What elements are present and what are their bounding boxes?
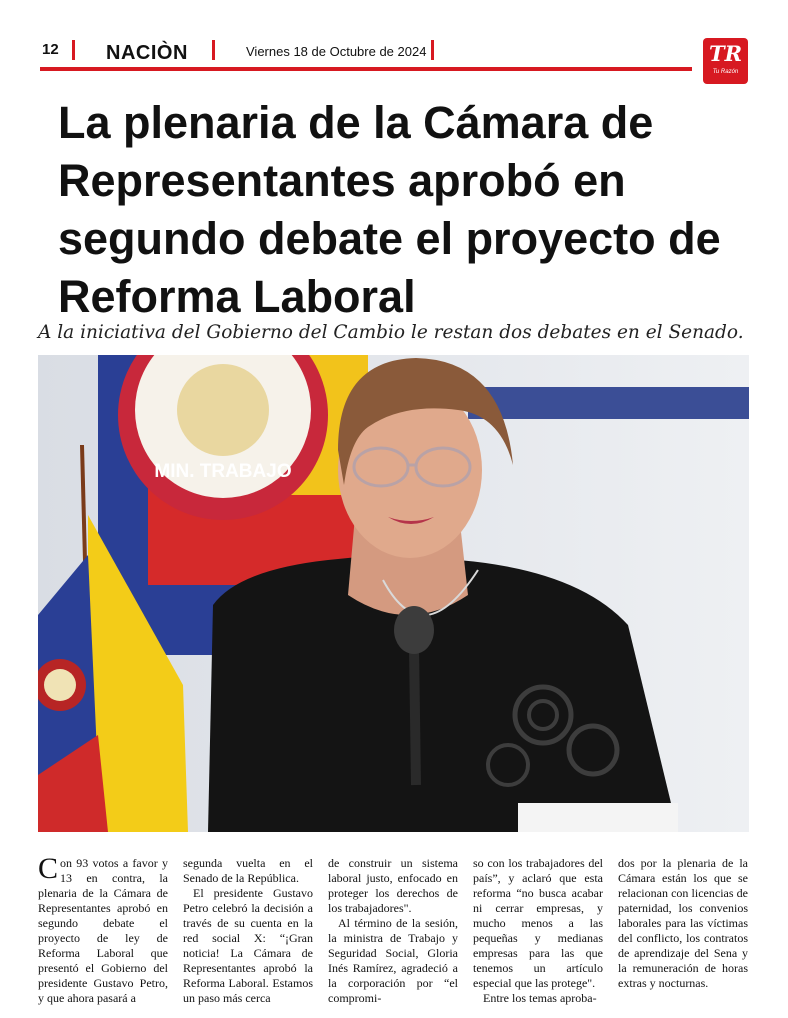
article-title: La plenaria de la Cámara de Representantes aprobó en segundo debate el proyecto de Reforma Laboral xyxy=(58,97,721,322)
header-divider xyxy=(212,40,215,60)
page-number: 12 xyxy=(42,41,59,58)
body-paragraph: Al término de la sesión, la ministra de Trabajo y Seguridad Social, Gloria Inés Ramírez, agradeció a la corporación por “el compromi- xyxy=(328,916,458,1005)
header-divider xyxy=(431,40,434,60)
header-rule xyxy=(40,67,692,71)
body-paragraph: El presidente Gustavo Petro celebró la decisión a través de su cuenta en la red social X: “¡Gran noticia! La Cámara de Representantes aprobó la Reforma Laboral. Estamos un paso más cerca xyxy=(183,886,313,1005)
issue-date: Viernes 18 de Octubre de 2024 xyxy=(246,44,427,59)
body-column-1 xyxy=(38,852,168,1006)
section-label: NACIÒN xyxy=(106,42,188,64)
header-divider xyxy=(72,40,75,60)
logo-mark: TR xyxy=(708,41,743,66)
body-paragraph: segunda vuelta en el Senado de la República. xyxy=(183,856,313,885)
article-photo xyxy=(38,355,749,832)
body-paragraph: de construir un sistema laboral justo, enfocado en proteger los derechos de los trabajadores". xyxy=(328,856,458,915)
body-column-4 xyxy=(473,856,603,1006)
drop-cap: C xyxy=(38,852,59,885)
body-column-3 xyxy=(328,856,458,1006)
body-column-5 xyxy=(618,856,748,991)
logo-tagline: Tu Razón xyxy=(712,69,739,75)
article-body xyxy=(38,852,750,1006)
article-subtitle: A la iniciativa del Gobierno del Cambio le restan dos debates en el Senado. xyxy=(38,322,744,343)
banner-text: MIN. TRABAJO xyxy=(154,461,292,482)
page-header xyxy=(0,0,788,90)
body-paragraph: so con los trabajadores del país”, y aclaró que esta reforma “no busca acabar ni cerrar empresas, y mucho menos a las pequeñas y medianas empresas para las que tenemos un artículo especial que las protege". xyxy=(473,856,603,990)
publication-logo xyxy=(703,38,748,84)
body-paragraph: Con 93 votos a favor y 13 en contra, la plenaria de la Cámara de Representantes aprobó en segundo debate el proyecto de ley de Reforma Laboral que presentó el Gobierno del presidente Gustavo Petro, y que ahora pasará a xyxy=(38,852,168,1005)
body-paragraph: dos por la plenaria de la Cámara están los que se relacionan con licencias de paternidad, los convenios laborales para las víctimas del conflicto, los contratos de aprendizaje del Sena y la remuneración de horas extras y nocturnas. xyxy=(618,856,748,990)
photo-illustration xyxy=(38,355,749,832)
body-column-2 xyxy=(183,856,313,1006)
body-paragraph: Entre los temas aproba- xyxy=(483,991,597,1005)
